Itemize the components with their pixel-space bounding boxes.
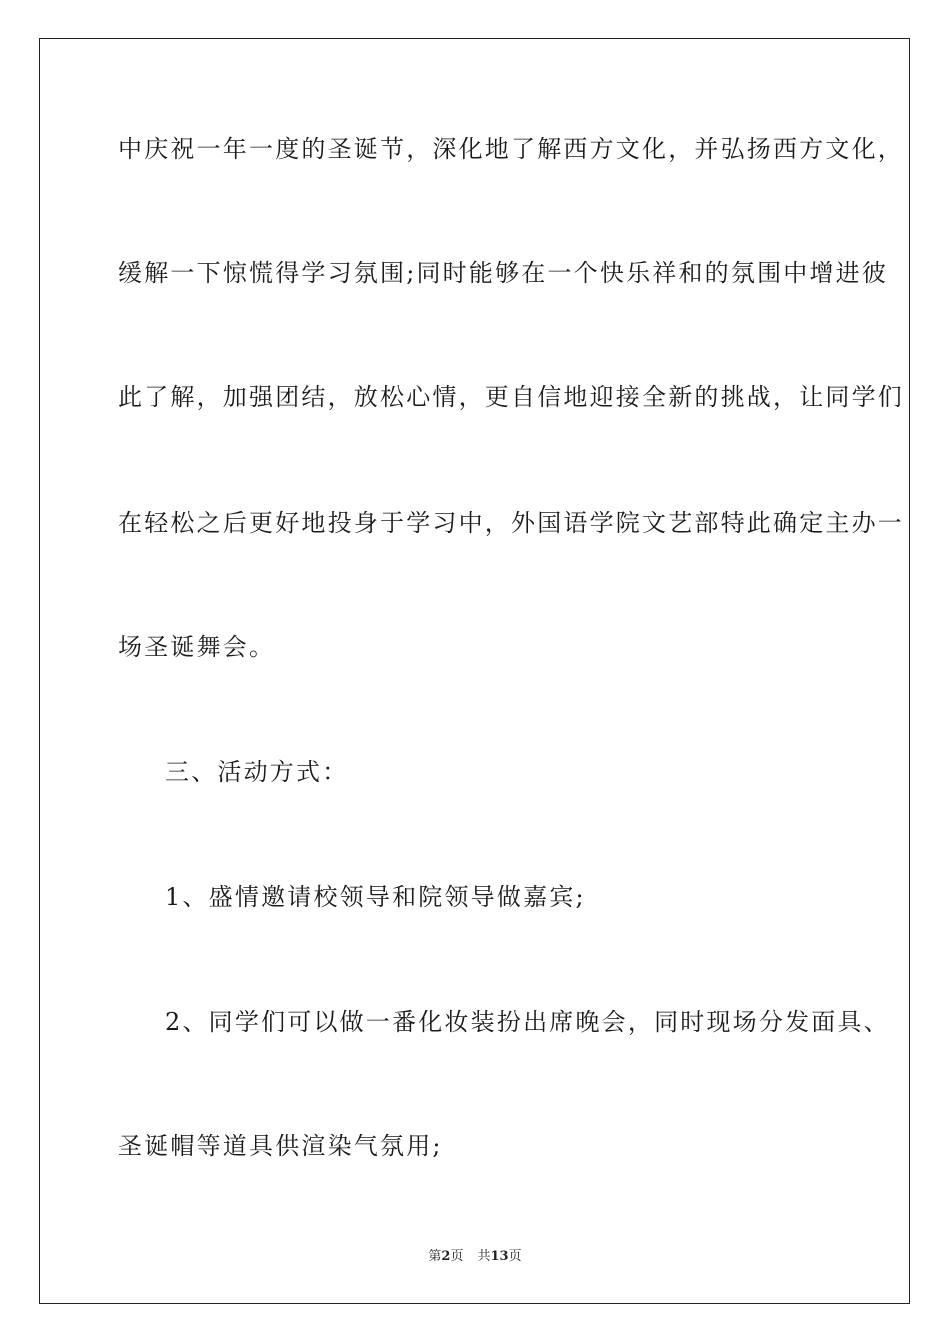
body-text-line-3: 此了解，加强团结，放松心情，更自信地迎接全新的挑战，让同学们 xyxy=(118,383,904,411)
body-text-line-5: 场圣诞舞会。 xyxy=(118,633,276,661)
footer-total-pages: 13 xyxy=(490,1249,509,1264)
body-text-line-4: 在轻松之后更好地投身于学习中，外国语学院文艺部特此确定主办一 xyxy=(118,509,904,537)
list-item-2: 2、同学们可以做一番化妆装扮出席晚会，同时现场分发面具、 xyxy=(165,1008,890,1036)
section-heading: 三、活动方式： xyxy=(165,758,349,786)
footer-page-prefix: 第 xyxy=(428,1249,442,1264)
page-border xyxy=(39,38,910,1304)
page-footer xyxy=(0,1248,950,1266)
footer-total-suffix: 页 xyxy=(508,1249,522,1264)
body-text-line-2: 缓解一下惊慌得学习氛围;同时能够在一个快乐祥和的氛围中增进彼 xyxy=(118,259,889,287)
footer-page-suffix: 页 xyxy=(450,1249,464,1264)
footer-current-page: 2 xyxy=(441,1249,451,1264)
footer-total-prefix: 共 xyxy=(477,1249,491,1264)
list-item-1: 1、盛情邀请校领导和院领导做嘉宾; xyxy=(165,883,586,911)
body-text-line-1: 中庆祝一年一度的圣诞节，深化地了解西方文化，并弘扬西方文化， xyxy=(118,135,904,163)
list-item-2-continued: 圣诞帽等道具供渲染气氛用; xyxy=(118,1132,443,1160)
